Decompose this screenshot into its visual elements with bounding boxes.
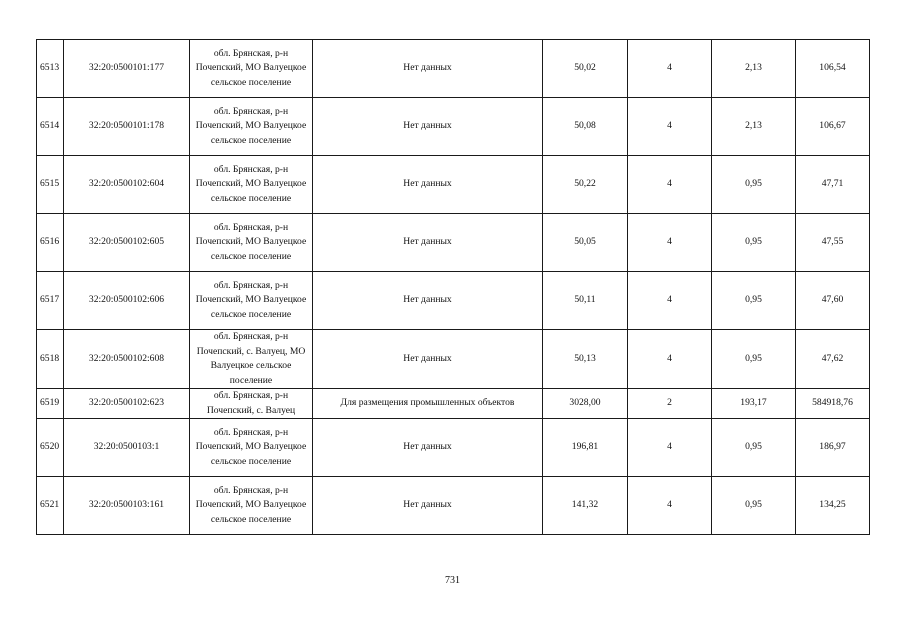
- area-cell: 50,08: [543, 98, 628, 156]
- group-cell: 4: [628, 156, 712, 214]
- permitted-use-cell: Нет данных: [313, 156, 543, 214]
- row-number-cell: 6521: [37, 477, 64, 535]
- registry-sheet: [36, 39, 869, 535]
- row-number-cell: 6513: [37, 40, 64, 98]
- table-row: [37, 156, 870, 214]
- land-plots-table: [36, 39, 870, 535]
- row-number-cell: 6515: [37, 156, 64, 214]
- area-cell: 141,32: [543, 477, 628, 535]
- cadastral-number-cell: 32:20:0500102:623: [64, 389, 190, 419]
- row-number-cell: 6514: [37, 98, 64, 156]
- permitted-use-cell: Нет данных: [313, 272, 543, 330]
- cadastral-value-cell: 584918,76: [796, 389, 870, 419]
- cadastral-value-cell: 106,54: [796, 40, 870, 98]
- address-cell: обл. Брянская, р-н Почепский, МО Валуецкое сельское поселение: [190, 40, 313, 98]
- address-cell: обл. Брянская, р-н Почепский, с. Валуец, МО Валуецкое сельское поселение: [190, 330, 313, 389]
- table-row: [37, 98, 870, 156]
- address-cell: обл. Брянская, р-н Почепский, МО Валуецкое сельское поселение: [190, 272, 313, 330]
- group-cell: 4: [628, 98, 712, 156]
- address-cell: обл. Брянская, р-н Почепский, МО Валуецкое сельское поселение: [190, 156, 313, 214]
- cadastral-value-cell: 186,97: [796, 419, 870, 477]
- row-number-cell: 6518: [37, 330, 64, 389]
- permitted-use-cell: Нет данных: [313, 40, 543, 98]
- address-cell: обл. Брянская, р-н Почепский, с. Валуец: [190, 389, 313, 419]
- cadastral-value-cell: 47,55: [796, 214, 870, 272]
- area-cell: 50,13: [543, 330, 628, 389]
- cadastral-value-cell: 106,67: [796, 98, 870, 156]
- specific-value-cell: 0,95: [712, 214, 796, 272]
- permitted-use-cell: Для размещения промышленных объектов: [313, 389, 543, 419]
- group-cell: 4: [628, 419, 712, 477]
- table-row: [37, 330, 870, 389]
- table-body: [37, 40, 870, 535]
- cadastral-value-cell: 47,62: [796, 330, 870, 389]
- row-number-cell: 6519: [37, 389, 64, 419]
- row-number-cell: 6516: [37, 214, 64, 272]
- cadastral-value-cell: 134,25: [796, 477, 870, 535]
- address-cell: обл. Брянская, р-н Почепский, МО Валуецкое сельское поселение: [190, 477, 313, 535]
- group-cell: 4: [628, 330, 712, 389]
- group-cell: 2: [628, 389, 712, 419]
- cadastral-number-cell: 32:20:0500103:1: [64, 419, 190, 477]
- area-cell: 50,02: [543, 40, 628, 98]
- specific-value-cell: 0,95: [712, 272, 796, 330]
- row-number-cell: 6517: [37, 272, 64, 330]
- table-row: [37, 389, 870, 419]
- area-cell: 50,22: [543, 156, 628, 214]
- permitted-use-cell: Нет данных: [313, 98, 543, 156]
- specific-value-cell: 0,95: [712, 477, 796, 535]
- table-row: [37, 272, 870, 330]
- cadastral-number-cell: 32:20:0500102:604: [64, 156, 190, 214]
- page-number: 731: [445, 575, 460, 586]
- cadastral-number-cell: 32:20:0500102:605: [64, 214, 190, 272]
- permitted-use-cell: Нет данных: [313, 214, 543, 272]
- group-cell: 4: [628, 214, 712, 272]
- specific-value-cell: 0,95: [712, 156, 796, 214]
- permitted-use-cell: Нет данных: [313, 330, 543, 389]
- area-cell: 50,11: [543, 272, 628, 330]
- cadastral-value-cell: 47,71: [796, 156, 870, 214]
- area-cell: 196,81: [543, 419, 628, 477]
- specific-value-cell: 2,13: [712, 98, 796, 156]
- row-number-cell: 6520: [37, 419, 64, 477]
- permitted-use-cell: Нет данных: [313, 477, 543, 535]
- cadastral-number-cell: 32:20:0500101:178: [64, 98, 190, 156]
- table-row: [37, 40, 870, 98]
- area-cell: 3028,00: [543, 389, 628, 419]
- table-row: [37, 477, 870, 535]
- cadastral-number-cell: 32:20:0500102:608: [64, 330, 190, 389]
- group-cell: 4: [628, 477, 712, 535]
- address-cell: обл. Брянская, р-н Почепский, МО Валуецкое сельское поселение: [190, 214, 313, 272]
- specific-value-cell: 0,95: [712, 419, 796, 477]
- area-cell: 50,05: [543, 214, 628, 272]
- permitted-use-cell: Нет данных: [313, 419, 543, 477]
- table-row: [37, 419, 870, 477]
- address-cell: обл. Брянская, р-н Почепский, МО Валуецкое сельское поселение: [190, 419, 313, 477]
- specific-value-cell: 193,17: [712, 389, 796, 419]
- address-cell: обл. Брянская, р-н Почепский, МО Валуецкое сельское поселение: [190, 98, 313, 156]
- cadastral-value-cell: 47,60: [796, 272, 870, 330]
- cadastral-number-cell: 32:20:0500102:606: [64, 272, 190, 330]
- group-cell: 4: [628, 40, 712, 98]
- group-cell: 4: [628, 272, 712, 330]
- specific-value-cell: 0,95: [712, 330, 796, 389]
- cadastral-number-cell: 32:20:0500101:177: [64, 40, 190, 98]
- cadastral-number-cell: 32:20:0500103:161: [64, 477, 190, 535]
- specific-value-cell: 2,13: [712, 40, 796, 98]
- table-row: [37, 214, 870, 272]
